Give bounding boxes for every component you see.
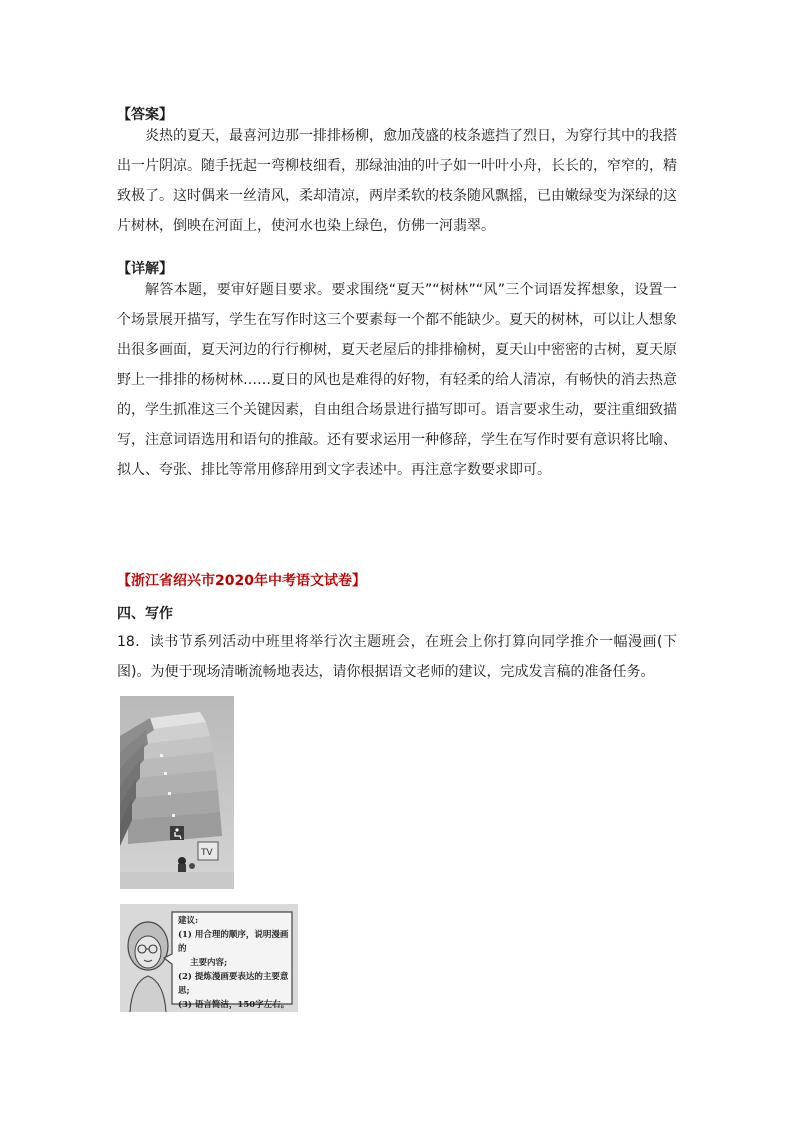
advice-item: (2) 提炼漫画要表达的主要意思; <box>178 972 289 996</box>
advice-text <box>178 914 292 1012</box>
source-heading: 【浙江省绍兴市2020年中考语文试卷】 <box>117 573 366 589</box>
advice-image <box>120 904 298 1012</box>
answer-label: 【答案】 <box>117 107 173 123</box>
section-title: 四、写作 <box>117 606 173 622</box>
tv-label: TV <box>201 848 213 858</box>
advice-item: 主要内容; <box>190 958 228 968</box>
person-figure <box>178 857 186 865</box>
question-text: 18．读书节系列活动中班里将举行次主题班会，在班会上你打算向同学推介一幅漫画(下图)。为便于现场清晰流畅地表达，请你根据语文老师的建议，完成发言稿的准备任务。 <box>117 634 677 680</box>
book-stack-illustration <box>120 696 234 889</box>
wheelchair-sign <box>170 826 184 840</box>
advice-item: (3) 语言简洁，150字左右。 <box>178 1000 290 1010</box>
cartoon-image <box>120 696 234 889</box>
answer-paragraph: 炎热的夏天，最喜河边那一排排杨柳，愈加茂盛的枝条遮挡了烈日，为穿行其中的我搭出一片阴凉。随手抚起一弯柳枝细看，那绿油油的叶子如一叶叶小舟，长长的，窄窄的，精致极了。这时偶来一丝清风，柔却清凉，两岸柔软的枝条随风飘摇，已由嫩绿变为深绿的这片树林，倒映在河面上，使河水也染上绿色，仿佛一河翡翠。 <box>117 128 677 234</box>
detail-paragraph: 解答本题，要审好题目要求。要求围绕“夏天”“树林”“风”三个词语发挥想象，设置一个场景展开描写，学生在写作时这三个要素每一个都不能缺少。夏天的树林，可以让人想象出很多画面，夏天河边的行行柳树，夏天老屋后的排排榆树，夏天山中密密的古树，夏天原野上一排排的杨树林……夏日的风也是难得的好物，有轻柔的给人清凉，有畅快的消去热意的，学生抓准这三个关键因素，自由组合场景进行描写即可。语言要求生动，要注重细致描写，注意词语选用和语句的推敲。还有要求运用一种修辞，学生在写作时要有意识将比喻、拟人、夸张、排比等常用修辞用到文字表述中。再注意字数要求即可。 <box>117 282 677 478</box>
advice-title: 建议: <box>178 916 199 926</box>
advice-item: (1) 用合理的顺序，说明漫画的 <box>178 930 289 954</box>
detail-label: 【详解】 <box>117 261 173 277</box>
